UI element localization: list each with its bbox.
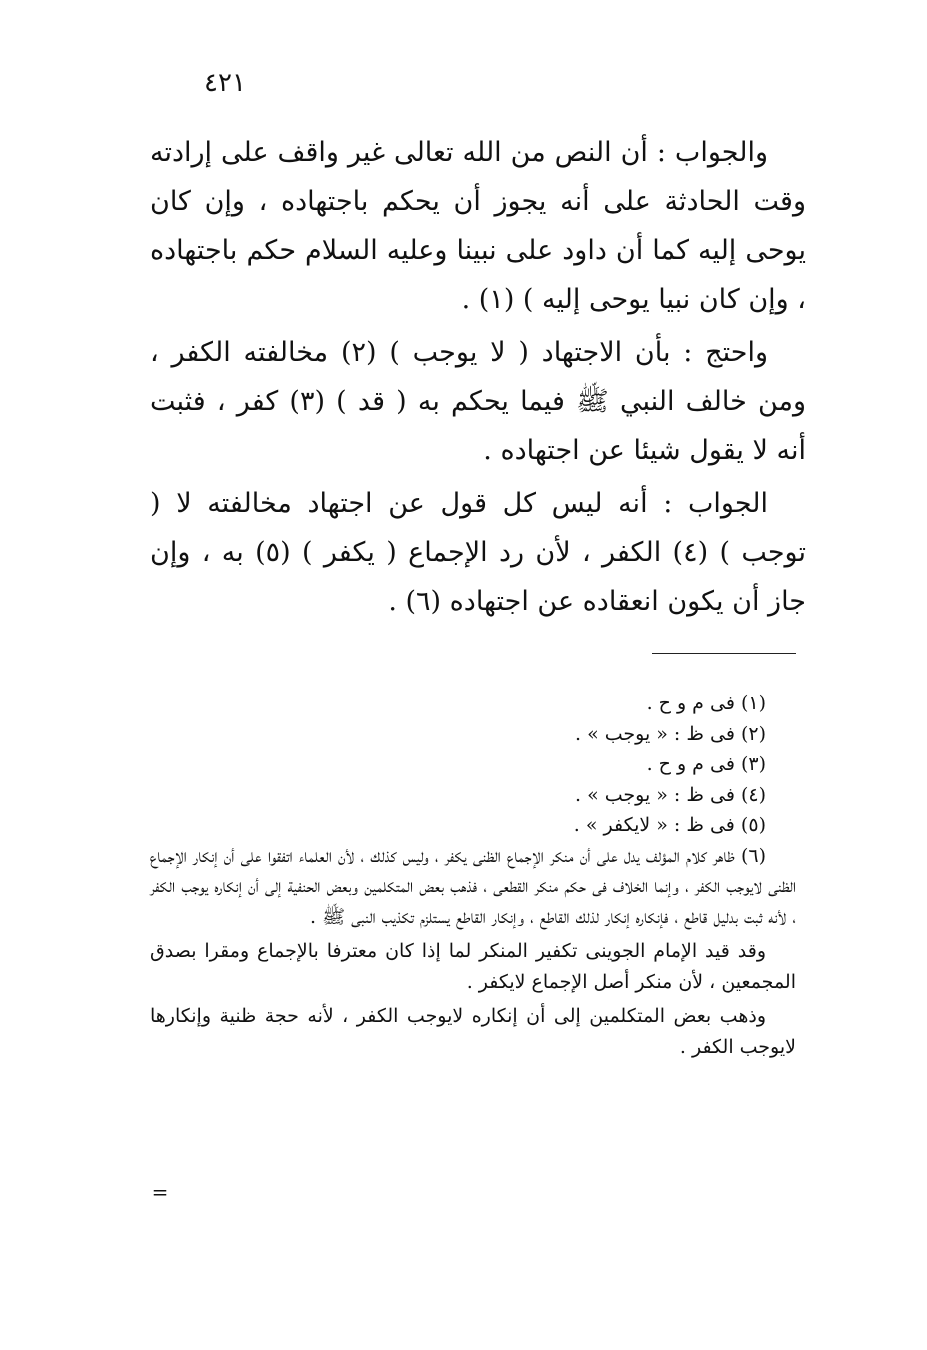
- footnote: (٤) فى ظ : « يوجب » .: [574, 783, 766, 806]
- continuation-mark: =: [151, 1180, 169, 1204]
- paragraph: والجواب : أن النص من الله تعالى غير واقف على إرادته وقت الحادثة على أنه يجوز أن يحكم باجتهاده ، وإن كان يوحى إليه كما أن داود على نبينا وعليه السلام حكم باجتهاده ، وإن كان نبيا يوحى إليه ) (١) .: [150, 137, 806, 315]
- footnotes: [150, 688, 796, 1066]
- main-text: [150, 128, 806, 630]
- footnote: (٣) فى م و ح .: [646, 753, 766, 775]
- footnote-paragraph: وقد قيد الإمام الجوينى تكفير المنكر لما إذا كان معترفا بالإجماع ومقرا بصدق المجمعين ، لأن منكر أصل الإجماع لايكفر .: [150, 940, 796, 993]
- page-number: ٤٢١: [204, 68, 246, 98]
- footnote-paragraph: وذهب بعض المتكلمين إلى أن إنكاره لايوجب الكفر ، لأنه حجة ظنية وإنكارها لايوجب الكفر .: [150, 1005, 796, 1058]
- paragraph: واحتج : بأن الاجتهاد ( لا يوجب ) (٢) مخالفته الكفر ، ومن خالف النبي ﷺ فيما يحكم به ( قد ) (٣) كفر ، فثبت أنه لا يقول شيئا عن اجتهاده .: [150, 337, 806, 466]
- paragraph: الجواب : أنه ليس كل قول عن اجتهاد مخالفته لا ( توجب ) (٤) الكفر ، لأن رد الإجماع ( يكفر ) (٥) به ، وإن جاز أن يكون انعقاده عن اجتهاده (٦) .: [150, 488, 807, 617]
- footnote: (٥) فى ظ : « لايكفر » .: [573, 814, 766, 836]
- footnote: (٢) فى ظ : « يوجب » .: [574, 722, 766, 745]
- footnote: (١) فى م و ح .: [646, 692, 766, 714]
- footnote-long: (٦) ظاهر كلام المؤلف يدل على أن منكر الإجماع الظنى يكفر ، وليس كذلك ، لأن العلماء اتفقوا على أن إنكار الإجماع الظنى لايوجب الكفر ، وإنما الخلاف فى حكم منكر القطعى ، فذهب بعض المتكلمين وبعض الحنفية إلى أن إنكاره يوجب الكفر ، لأنه ثبت بدليل قاطع ، فإنكاره إنكار لذلك القاطع ، وإنكار القاطع يستلزم تكذيب النبى ﷺ .: [150, 844, 796, 928]
- footnote-divider: [652, 653, 796, 654]
